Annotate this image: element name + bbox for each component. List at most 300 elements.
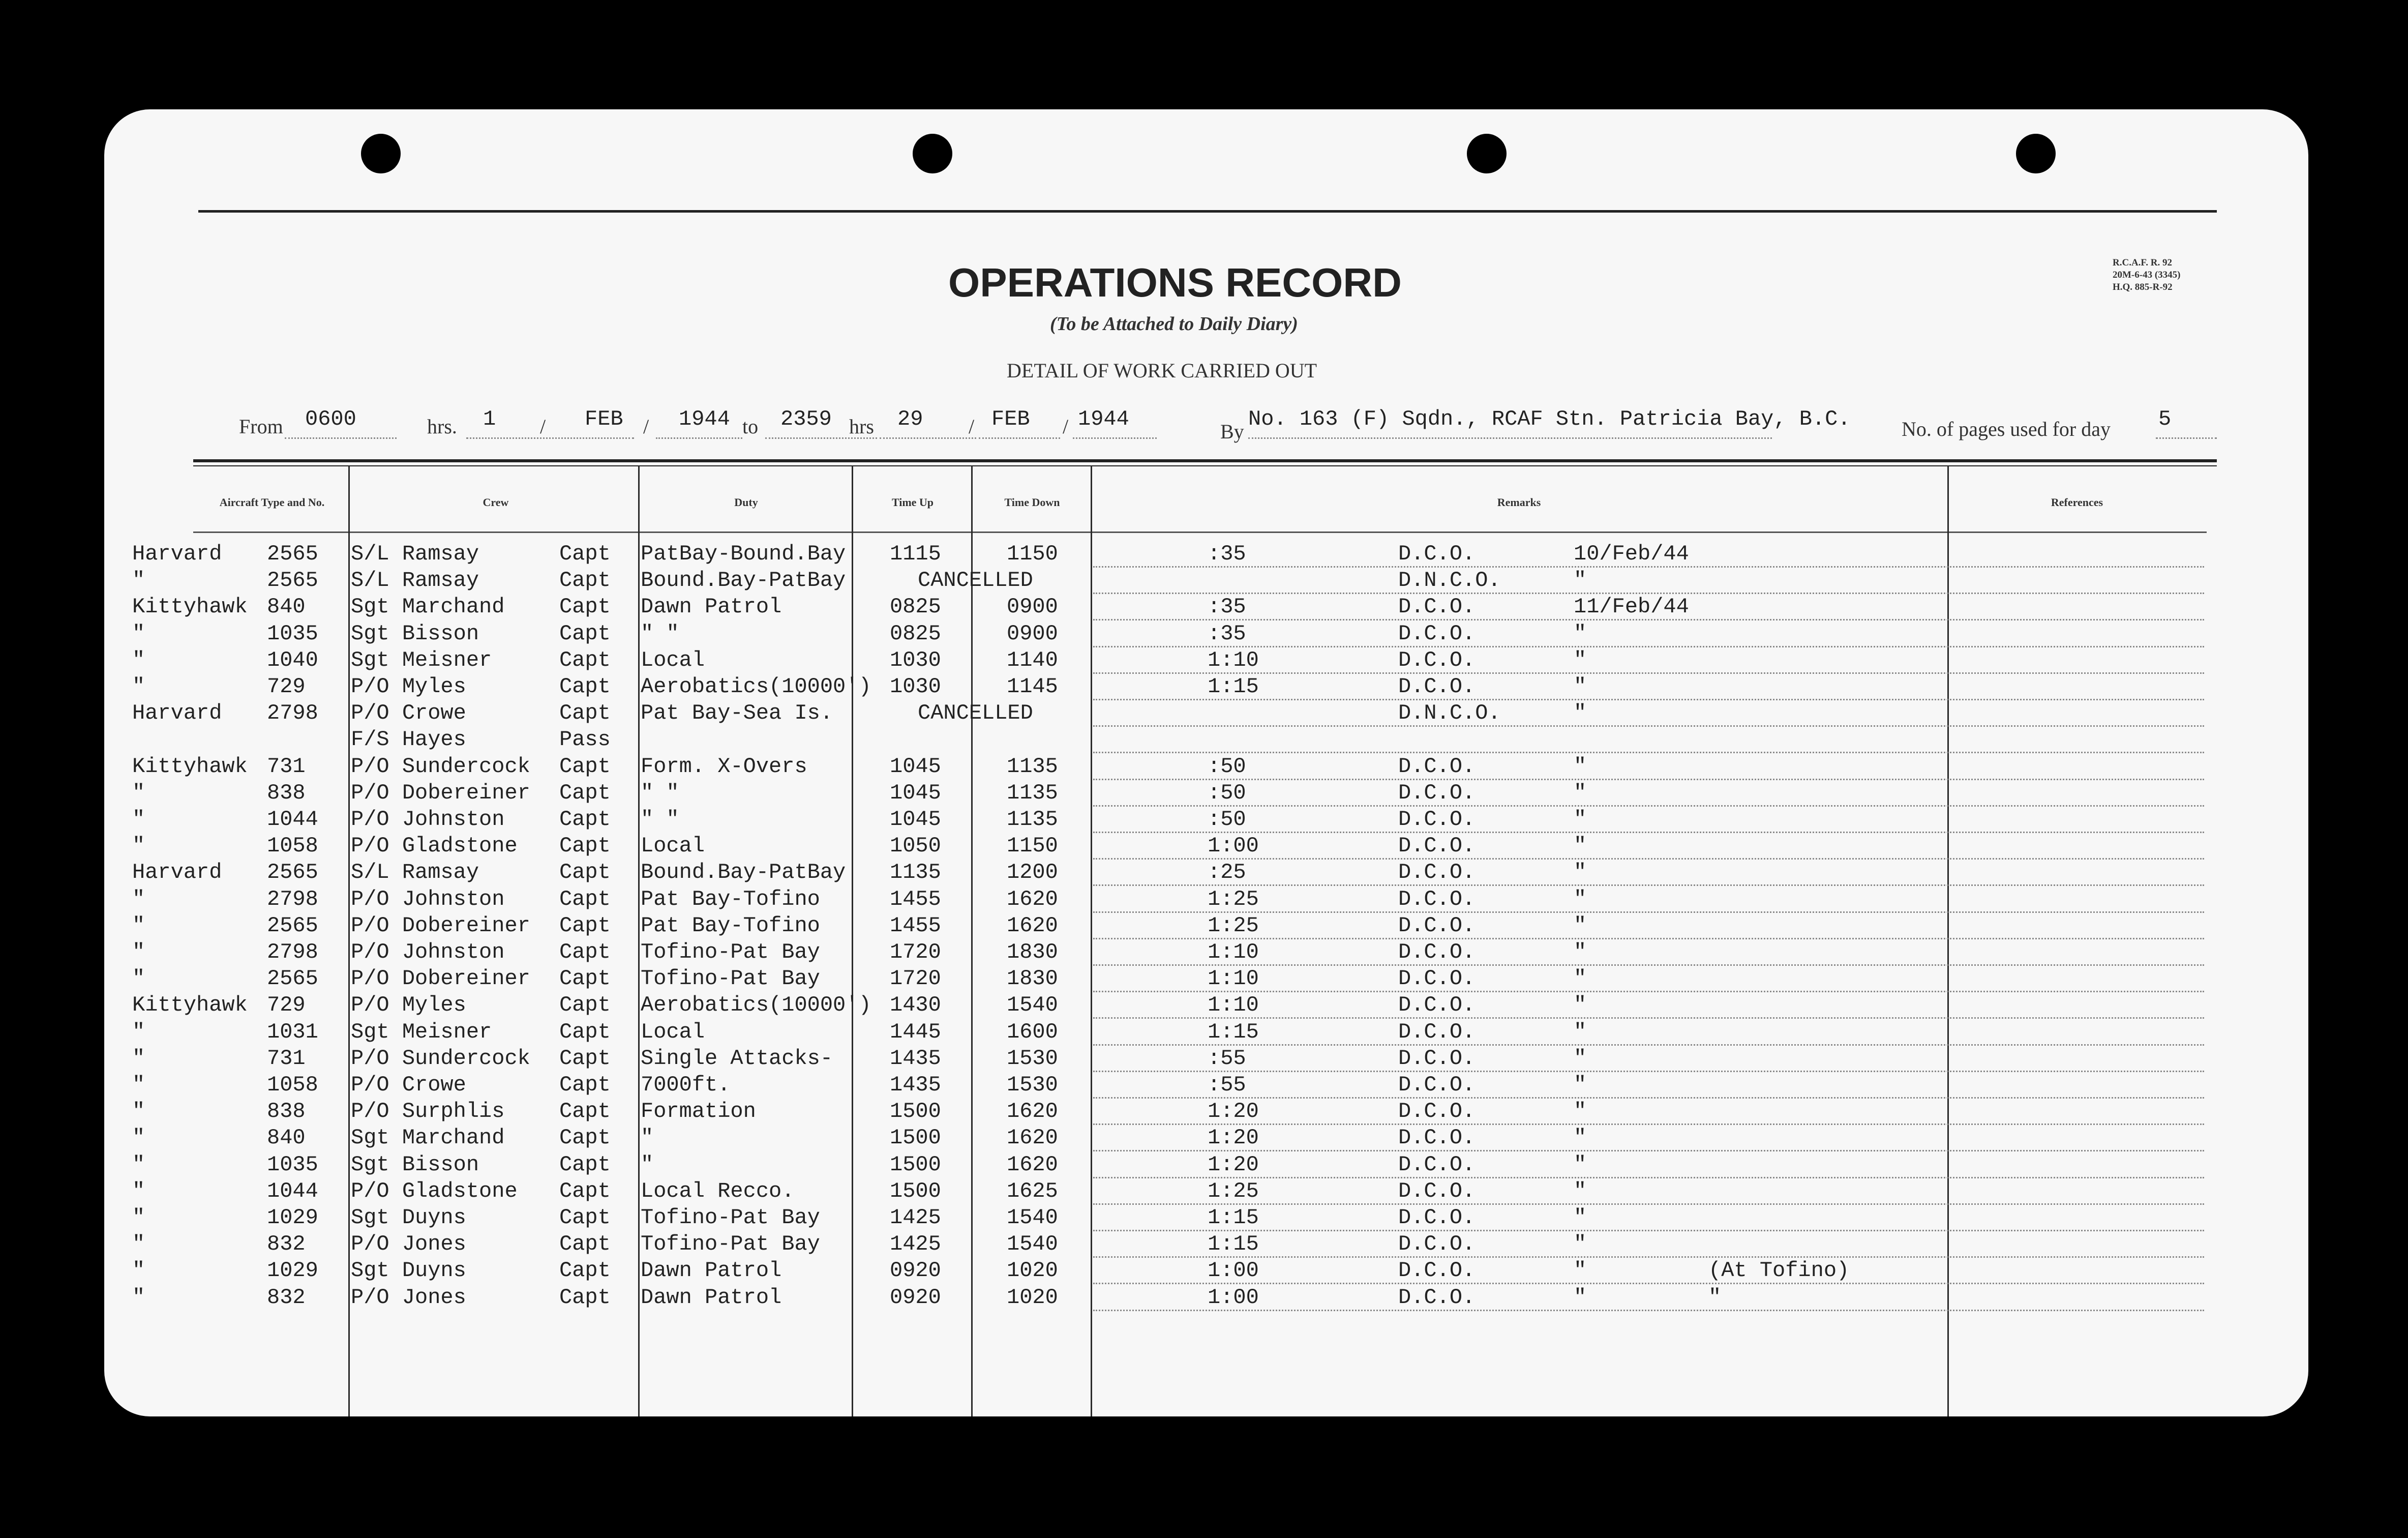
cancelled-note: CANCELLED: [918, 701, 1033, 726]
crew-role: Capt: [559, 1258, 611, 1283]
aircraft-no: 731: [267, 1046, 306, 1071]
time-up: 1720: [890, 940, 941, 964]
crew-role: Capt: [559, 1205, 611, 1230]
section-title: DETAIL OF WORK CARRIED OUT: [1007, 359, 1317, 382]
aircraft-type: Kittyhawk: [132, 993, 248, 1018]
status: D.C.O.: [1398, 966, 1476, 991]
crew-name: P/O Surphlis: [351, 1099, 505, 1124]
crew-name: P/O Dobereiner: [351, 913, 530, 938]
time-down: 1530: [1007, 1073, 1058, 1097]
aircraft-no: 2798: [267, 940, 318, 964]
aircraft-no: 2565: [267, 966, 318, 991]
crew-name: S/L Ramsay: [351, 860, 479, 885]
aircraft-no: 1035: [267, 1152, 318, 1177]
row-guide-line: [1093, 1044, 2204, 1046]
duration: 1:25: [1208, 913, 1259, 938]
time-up: 1045: [890, 807, 941, 832]
status: D.C.O.: [1398, 1046, 1476, 1071]
aircraft-type: ": [132, 674, 145, 699]
time-up: 0920: [890, 1285, 941, 1310]
col-duty: Duty: [734, 496, 758, 509]
crew-role: Capt: [559, 542, 611, 566]
aircraft-no: 1035: [267, 621, 318, 646]
duty: " ": [641, 621, 679, 646]
to-day: 29: [897, 407, 923, 431]
aircraft-type: ": [132, 1258, 145, 1283]
to-time: 2359: [780, 407, 832, 431]
remark-date: ": [1574, 1232, 1587, 1257]
aircraft-no: 2565: [267, 542, 318, 566]
aircraft-no: 1031: [267, 1019, 318, 1044]
crew-name: P/O Jones: [351, 1232, 466, 1257]
row-guide-line: [1093, 1177, 2204, 1178]
time-down: 1135: [1007, 807, 1058, 832]
crew-role: Capt: [559, 1178, 611, 1203]
from-day: 1: [483, 407, 496, 431]
time-down: 1140: [1007, 647, 1058, 672]
col-aircraft: Aircraft Type and No.: [219, 496, 325, 509]
duration: 1:20: [1208, 1126, 1259, 1150]
col-time-down: Time Down: [1004, 496, 1060, 509]
aircraft-type: ": [132, 1099, 145, 1124]
status: D.C.O.: [1398, 886, 1476, 911]
aircraft-no: 1044: [267, 807, 318, 832]
row-guide-line: [1093, 1150, 2204, 1151]
col-references: References: [2051, 496, 2103, 509]
status: D.C.O.: [1398, 940, 1476, 964]
duration: 1:20: [1208, 1152, 1259, 1177]
duty: Pat Bay-Tofino: [641, 886, 820, 911]
time-up: 1500: [890, 1178, 941, 1203]
remark-note: ": [1708, 1285, 1722, 1310]
form-code-line: H.Q. 885-R-92: [2113, 282, 2173, 292]
time-up: 0920: [890, 1258, 941, 1283]
time-down: 1135: [1007, 780, 1058, 805]
aircraft-type: ": [132, 940, 145, 964]
row-guide-line: [1093, 672, 2204, 674]
time-up: 1430: [890, 993, 941, 1018]
pages-label: No. of pages used for day: [1902, 418, 2111, 440]
aircraft-type: ": [132, 886, 145, 911]
aircraft-type: Kittyhawk: [132, 595, 248, 619]
time-down: 1530: [1007, 1046, 1058, 1071]
aircraft-no: 2798: [267, 886, 318, 911]
aircraft-type: ": [132, 1019, 145, 1044]
row-guide-line: [1093, 1310, 2204, 1311]
duration: 1:10: [1208, 647, 1259, 672]
row-guide-line: [1093, 1071, 2204, 1072]
crew-name: Sgt Duyns: [351, 1205, 466, 1230]
crew-role: Capt: [559, 966, 611, 991]
crew-name: Sgt Marchand: [351, 595, 505, 619]
row-guide-line: [1093, 911, 2204, 913]
time-down: 1150: [1007, 542, 1058, 566]
remark-date: ": [1574, 1019, 1587, 1044]
duty: Aerobatics(10000'): [641, 993, 871, 1018]
aircraft-no: 832: [267, 1232, 306, 1257]
status: D.C.O.: [1398, 595, 1476, 619]
remark-date: ": [1574, 860, 1587, 885]
slash: /: [643, 415, 649, 438]
aircraft-no: 1044: [267, 1178, 318, 1203]
duty: " ": [641, 780, 679, 805]
row-guide-line: [1093, 752, 2204, 753]
aircraft-no: 729: [267, 993, 306, 1018]
slash: /: [1063, 415, 1069, 438]
crew-role: Capt: [559, 1019, 611, 1044]
time-up: 1135: [890, 860, 941, 885]
aircraft-type: ": [132, 1073, 145, 1097]
crew-role: Capt: [559, 701, 611, 726]
crew-name: F/S Hayes: [351, 727, 466, 752]
time-down: 1150: [1007, 834, 1058, 859]
aircraft-no: 838: [267, 1099, 306, 1124]
crew-name: P/O Johnston: [351, 940, 505, 964]
slash: /: [969, 415, 975, 438]
row-guide-line: [1093, 1123, 2204, 1125]
time-down: 1600: [1007, 1019, 1058, 1044]
crew-role: Capt: [559, 913, 611, 938]
row-guide-line: [1093, 805, 2204, 807]
status: D.C.O.: [1398, 913, 1476, 938]
remark-date: ": [1574, 1285, 1587, 1310]
duration: 1:15: [1208, 1205, 1259, 1230]
duty: Tofino-Pat Bay: [641, 1205, 820, 1230]
crew-name: P/O Sundercock: [351, 1046, 530, 1071]
row-guide-line: [1093, 884, 2204, 886]
time-up: 1045: [890, 780, 941, 805]
duty: Bound.Bay-PatBay: [641, 568, 846, 593]
duration: 1:15: [1208, 674, 1259, 699]
row-guide-line: [1093, 964, 2204, 966]
crew-name: P/O Dobereiner: [351, 966, 530, 991]
status: D.C.O.: [1398, 993, 1476, 1018]
pages-value: 5: [2158, 407, 2172, 431]
status: D.C.O.: [1398, 1205, 1476, 1230]
duration: 1:10: [1208, 940, 1259, 964]
time-up: 1445: [890, 1019, 941, 1044]
crew-name: Sgt Marchand: [351, 1126, 505, 1150]
time-up: 1500: [890, 1126, 941, 1150]
aircraft-type: ": [132, 913, 145, 938]
aircraft-type: Harvard: [132, 860, 222, 885]
by-label: By: [1220, 420, 1244, 443]
aircraft-type: ": [132, 780, 145, 805]
aircraft-type: Harvard: [132, 542, 222, 566]
duration: :55: [1208, 1073, 1246, 1097]
time-down: 0900: [1007, 595, 1058, 619]
operations-record-form: [104, 109, 2308, 1416]
aircraft-type: Kittyhawk: [132, 754, 248, 779]
time-down: 0900: [1007, 621, 1058, 646]
crew-name: Sgt Bisson: [351, 621, 479, 646]
aircraft-no: 840: [267, 1126, 306, 1150]
time-up: 1435: [890, 1046, 941, 1071]
crew-role: Capt: [559, 754, 611, 779]
to-label: to: [742, 415, 759, 438]
duty: 7000ft.: [641, 1073, 731, 1097]
aircraft-no: 1029: [267, 1258, 318, 1283]
duty: Pat Bay-Tofino: [641, 913, 820, 938]
duty: Local: [641, 834, 705, 859]
aircraft-type: ": [132, 568, 145, 593]
status: D.C.O.: [1398, 1073, 1476, 1097]
status: D.C.O.: [1398, 754, 1476, 779]
crew-role: Capt: [559, 940, 611, 964]
remark-date: ": [1574, 993, 1587, 1018]
duty: " ": [641, 807, 679, 832]
duty: Tofino-Pat Bay: [641, 940, 820, 964]
crew-name: S/L Ramsay: [351, 568, 479, 593]
crew-role: Capt: [559, 834, 611, 859]
col-time-up: Time Up: [891, 496, 934, 509]
aircraft-type: ": [132, 1046, 145, 1071]
crew-role: Capt: [559, 1073, 611, 1097]
time-down: 1540: [1007, 1205, 1058, 1230]
aircraft-type: ": [132, 1205, 145, 1230]
crew-name: Sgt Meisner: [351, 1019, 492, 1044]
crew-role: Pass: [559, 727, 611, 752]
col-crew: Crew: [483, 496, 509, 509]
status: D.C.O.: [1398, 674, 1476, 699]
duty: Aerobatics(10000'): [641, 674, 871, 699]
status: D.C.O.: [1398, 807, 1476, 832]
duration: 1:15: [1208, 1019, 1259, 1044]
time-up: 1500: [890, 1152, 941, 1177]
form-code-line: R.C.A.F. R. 92: [2113, 257, 2172, 268]
aircraft-no: 1040: [267, 647, 318, 672]
remark-date: ": [1574, 1205, 1587, 1230]
duration: :50: [1208, 754, 1246, 779]
duration: 1:15: [1208, 1232, 1259, 1257]
remark-date: ": [1574, 1178, 1587, 1203]
row-guide-line: [1093, 1203, 2204, 1205]
time-down: 1620: [1007, 1099, 1058, 1124]
duty: Single Attacks-: [641, 1046, 833, 1071]
crew-role: Capt: [559, 1046, 611, 1071]
aircraft-no: 2565: [267, 568, 318, 593]
remark-date: ": [1574, 1152, 1587, 1177]
row-guide-line: [1093, 1256, 2204, 1258]
form-code-line: 20M-6-43 (3345): [2113, 270, 2181, 280]
aircraft-no: 2798: [267, 701, 318, 726]
crew-role: Capt: [559, 860, 611, 885]
status: D.C.O.: [1398, 1126, 1476, 1150]
from-time: 0600: [305, 407, 356, 431]
time-up: 1425: [890, 1232, 941, 1257]
status: D.N.C.O.: [1398, 701, 1501, 726]
row-guide-line: [1093, 858, 2204, 860]
row-guide-line: [1093, 1097, 2204, 1099]
remark-date: ": [1574, 780, 1587, 805]
row-guide-line: [1093, 1017, 2204, 1019]
crew-name: P/O Johnston: [351, 886, 505, 911]
to-month: FEB: [991, 407, 1030, 431]
duty: Dawn Patrol: [641, 595, 782, 619]
duration: :50: [1208, 780, 1246, 805]
row-guide-line: [1093, 646, 2204, 647]
from-label: From: [239, 415, 283, 438]
page-subtitle: (To be Attached to Daily Diary): [1050, 313, 1298, 335]
crew-name: P/O Johnston: [351, 807, 505, 832]
time-up: 1030: [890, 647, 941, 672]
duration: 1:25: [1208, 1178, 1259, 1203]
remark-date: 10/Feb/44: [1574, 542, 1689, 566]
duty: Dawn Patrol: [641, 1285, 782, 1310]
status: D.C.O.: [1398, 542, 1476, 566]
crew-name: S/L Ramsay: [351, 542, 479, 566]
remark-date: ": [1574, 966, 1587, 991]
crew-role: Capt: [559, 647, 611, 672]
crew-role: Capt: [559, 1232, 611, 1257]
status: D.C.O.: [1398, 1178, 1476, 1203]
crew-role: Capt: [559, 674, 611, 699]
crew-name: Sgt Bisson: [351, 1152, 479, 1177]
duration: :35: [1208, 542, 1246, 566]
duty: Pat Bay-Sea Is.: [641, 701, 833, 726]
cancelled-note: CANCELLED: [918, 568, 1033, 593]
time-down: 1020: [1007, 1285, 1058, 1310]
row-guide-line: [1093, 593, 2204, 594]
status: D.C.O.: [1398, 1232, 1476, 1257]
time-up: 1720: [890, 966, 941, 991]
row-guide-line: [1093, 832, 2204, 833]
duration: 1:10: [1208, 966, 1259, 991]
slash: /: [540, 415, 546, 438]
aircraft-type: ": [132, 1126, 145, 1150]
duration: 1:00: [1208, 1285, 1259, 1310]
time-up: 1455: [890, 913, 941, 938]
status: D.C.O.: [1398, 780, 1476, 805]
remark-date: ": [1574, 701, 1587, 726]
crew-name: P/O Gladstone: [351, 1178, 518, 1203]
duty: PatBay-Bound.Bay: [641, 542, 846, 566]
from-month: FEB: [585, 407, 623, 431]
duty: Local: [641, 647, 705, 672]
col-remarks: Remarks: [1497, 496, 1541, 509]
aircraft-type: ": [132, 966, 145, 991]
duty: Tofino-Pat Bay: [641, 1232, 820, 1257]
row-guide-line: [1093, 938, 2204, 939]
duration: 1:25: [1208, 886, 1259, 911]
aircraft-type: ": [132, 834, 145, 859]
remark-date: ": [1574, 674, 1587, 699]
time-up: 1425: [890, 1205, 941, 1230]
time-up: 1435: [890, 1073, 941, 1097]
time-down: 1620: [1007, 886, 1058, 911]
remark-date: ": [1574, 1258, 1587, 1283]
remark-date: ": [1574, 886, 1587, 911]
aircraft-type: ": [132, 1232, 145, 1257]
duty: Tofino-Pat Bay: [641, 966, 820, 991]
from-year: 1944: [679, 407, 730, 431]
aircraft-no: 729: [267, 674, 306, 699]
time-up: 1455: [890, 886, 941, 911]
time-down: 1620: [1007, 1152, 1058, 1177]
aircraft-no: 838: [267, 780, 306, 805]
duty: Bound.Bay-PatBay: [641, 860, 846, 885]
crew-role: Capt: [559, 595, 611, 619]
aircraft-no: 731: [267, 754, 306, 779]
crew-name: Sgt Meisner: [351, 647, 492, 672]
duty: Form. X-Overs: [641, 754, 807, 779]
duty: ": [641, 1126, 654, 1150]
crew-name: Sgt Duyns: [351, 1258, 466, 1283]
remark-date: ": [1574, 913, 1587, 938]
crew-name: P/O Sundercock: [351, 754, 530, 779]
crew-role: Capt: [559, 1126, 611, 1150]
aircraft-no: 1029: [267, 1205, 318, 1230]
row-guide-line: [1093, 566, 2204, 568]
to-year: 1944: [1078, 407, 1129, 431]
remark-date: ": [1574, 834, 1587, 859]
time-up: 1030: [890, 674, 941, 699]
row-guide-line: [1093, 619, 2204, 620]
remark-date: ": [1574, 807, 1587, 832]
crew-name: P/O Myles: [351, 993, 466, 1018]
remark-date: ": [1574, 568, 1587, 593]
status: D.C.O.: [1398, 1019, 1476, 1044]
status: D.C.O.: [1398, 1258, 1476, 1283]
remark-date: ": [1574, 754, 1587, 779]
status: D.C.O.: [1398, 647, 1476, 672]
remark-date: 11/Feb/44: [1574, 595, 1689, 619]
duration: :35: [1208, 621, 1246, 646]
aircraft-type: ": [132, 1178, 145, 1203]
crew-role: Capt: [559, 568, 611, 593]
time-up: 1045: [890, 754, 941, 779]
remark-date: ": [1574, 1126, 1587, 1150]
crew-role: Capt: [559, 621, 611, 646]
aircraft-type: ": [132, 807, 145, 832]
status: D.C.O.: [1398, 834, 1476, 859]
time-up: 1115: [890, 542, 941, 566]
squadron: No. 163 (F) Sqdn., RCAF Stn. Patricia Bay, B.C.: [1248, 407, 1851, 431]
time-up: 1050: [890, 834, 941, 859]
page-title: OPERATIONS RECORD: [948, 260, 1402, 305]
aircraft-type: ": [132, 621, 145, 646]
remark-date: ": [1574, 621, 1587, 646]
time-down: 1135: [1007, 754, 1058, 779]
time-down: 1540: [1007, 1232, 1058, 1257]
time-up: 0825: [890, 595, 941, 619]
aircraft-no: 1058: [267, 1073, 318, 1097]
remark-date: ": [1574, 1073, 1587, 1097]
crew-name: P/O Jones: [351, 1285, 466, 1310]
time-up: 0825: [890, 621, 941, 646]
row-guide-line: [1093, 1283, 2204, 1284]
remark-date: ": [1574, 1046, 1587, 1071]
row-guide-line: [1093, 725, 2204, 727]
remark-date: ": [1574, 1099, 1587, 1124]
duration: :25: [1208, 860, 1246, 885]
status: D.C.O.: [1398, 860, 1476, 885]
duration: 1:10: [1208, 993, 1259, 1018]
duration: :50: [1208, 807, 1246, 832]
crew-name: P/O Crowe: [351, 701, 466, 726]
duration: 1:00: [1208, 834, 1259, 859]
aircraft-no: 2565: [267, 860, 318, 885]
aircraft-no: 2565: [267, 913, 318, 938]
time-down: 1830: [1007, 966, 1058, 991]
time-down: 1830: [1007, 940, 1058, 964]
crew-role: Capt: [559, 1099, 611, 1124]
aircraft-type: ": [132, 1152, 145, 1177]
row-guide-line: [1093, 699, 2204, 700]
time-down: 1145: [1007, 674, 1058, 699]
aircraft-type: ": [132, 647, 145, 672]
crew-role: Capt: [559, 807, 611, 832]
